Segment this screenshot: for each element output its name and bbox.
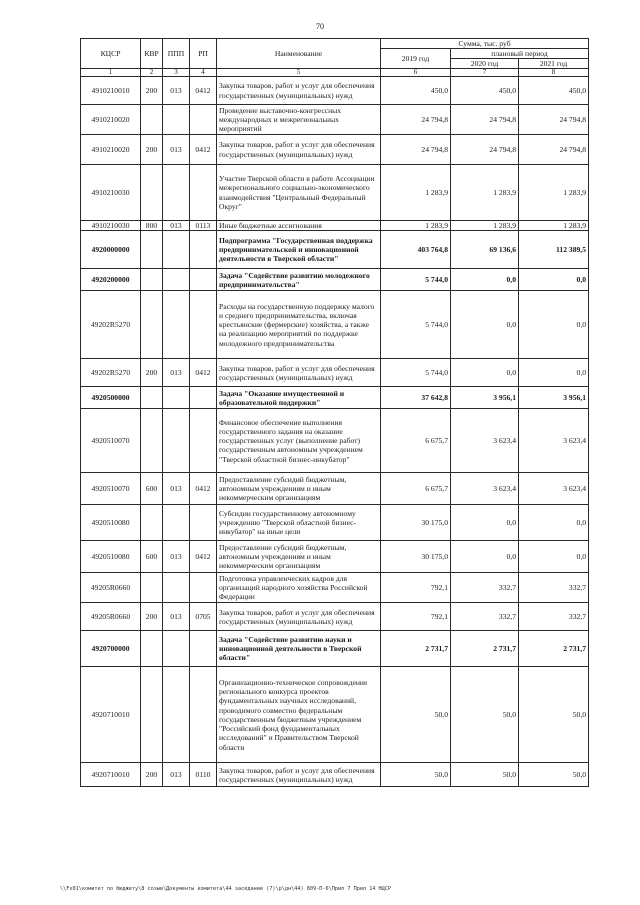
row-kvr: 600 bbox=[141, 541, 163, 573]
row-kvr bbox=[141, 165, 163, 221]
row-value-2019: 1 283,9 bbox=[381, 165, 451, 221]
row-rp bbox=[190, 165, 217, 221]
row-ppp bbox=[163, 105, 190, 135]
row-name: Проведение выставочно-конгрессных международных и межрегиональных мероприятий bbox=[217, 105, 381, 135]
row-code: 4910210030 bbox=[81, 221, 141, 231]
row-rp: 0412 bbox=[190, 359, 217, 387]
row-kvr bbox=[141, 105, 163, 135]
table-row bbox=[81, 541, 589, 573]
row-kvr: 200 bbox=[141, 763, 163, 787]
row-name: Субсидии государственному автономному учреждению "Тверской областной бизнес-инкубатор" на иные цели bbox=[217, 505, 381, 541]
row-value-2021: 0,0 bbox=[519, 269, 589, 291]
file-path-footer: \\Fs01\комитет по бюджету\8 созыв\Документы комитета\44 заседание (7)\р\дн\44) 809-П-6\Прил 7 Прил 14 НЦСР bbox=[60, 886, 392, 892]
row-value-2019: 6 675,7 bbox=[381, 473, 451, 505]
row-code: 4920000000 bbox=[81, 231, 141, 269]
row-code: 4920710010 bbox=[81, 763, 141, 787]
row-value-2021: 3 956,1 bbox=[519, 387, 589, 409]
row-kvr bbox=[141, 269, 163, 291]
row-name: Задача "Содействие развитию науки и инновационной деятельности в Тверской области" bbox=[217, 631, 381, 667]
page-number: 70 bbox=[316, 22, 324, 31]
row-value-2021: 332,7 bbox=[519, 573, 589, 603]
row-ppp: 013 bbox=[163, 77, 190, 105]
row-code: 4920700000 bbox=[81, 631, 141, 667]
row-value-2020: 3 623,4 bbox=[451, 409, 519, 473]
row-value-2019: 5 744,0 bbox=[381, 291, 451, 359]
table-row bbox=[81, 473, 589, 505]
row-rp: 0110 bbox=[190, 763, 217, 787]
row-kvr bbox=[141, 409, 163, 473]
row-name: Участие Тверской области в работе Ассоциации межрегионального социально-экономического взаимодействия "Центральный Федеральный Округ" bbox=[217, 165, 381, 221]
row-rp: 0412 bbox=[190, 135, 217, 165]
row-kvr bbox=[141, 573, 163, 603]
row-value-2021: 0,0 bbox=[519, 541, 589, 573]
row-value-2020: 50,0 bbox=[451, 763, 519, 787]
row-rp bbox=[190, 387, 217, 409]
row-ppp bbox=[163, 505, 190, 541]
row-kvr: 600 bbox=[141, 473, 163, 505]
row-value-2020: 50,0 bbox=[451, 667, 519, 763]
row-value-2019: 50,0 bbox=[381, 667, 451, 763]
row-ppp: 013 bbox=[163, 603, 190, 631]
row-code: 4920500000 bbox=[81, 387, 141, 409]
table-row bbox=[81, 573, 589, 603]
row-code: 4910210020 bbox=[81, 105, 141, 135]
row-ppp bbox=[163, 409, 190, 473]
row-kvr bbox=[141, 291, 163, 359]
row-rp bbox=[190, 269, 217, 291]
table-row bbox=[81, 387, 589, 409]
row-name: Финансовое обеспечение выполнения государственного задания на оказание государственных услуг (выполнение работ) государственным автономным учреждением "Тверской областной бизнес-инкубатор" bbox=[217, 409, 381, 473]
table-row bbox=[81, 105, 589, 135]
row-code: 4920710010 bbox=[81, 667, 141, 763]
row-ppp: 013 bbox=[163, 763, 190, 787]
row-code: 4920510080 bbox=[81, 505, 141, 541]
row-rp: 0412 bbox=[190, 473, 217, 505]
col-number: 1 bbox=[81, 69, 141, 77]
row-value-2021: 450,0 bbox=[519, 77, 589, 105]
row-value-2020: 2 731,7 bbox=[451, 631, 519, 667]
table-row bbox=[81, 603, 589, 631]
row-value-2021: 24 794,8 bbox=[519, 105, 589, 135]
row-value-2020: 0,0 bbox=[451, 359, 519, 387]
row-name: Закупка товаров, работ и услуг для обеспечения государственных (муниципальных) нужд bbox=[217, 359, 381, 387]
budget-table bbox=[80, 38, 589, 787]
col-number: 5 bbox=[217, 69, 381, 77]
table-row bbox=[81, 409, 589, 473]
row-name: Закупка товаров, работ и услуг для обеспечения государственных (муниципальных) нужд bbox=[217, 77, 381, 105]
row-value-2020: 0,0 bbox=[451, 291, 519, 359]
row-value-2019: 2 731,7 bbox=[381, 631, 451, 667]
row-value-2020: 0,0 bbox=[451, 505, 519, 541]
row-code: 4910210010 bbox=[81, 77, 141, 105]
table-row bbox=[81, 505, 589, 541]
row-value-2019: 24 794,8 bbox=[381, 135, 451, 165]
header-kvr: КВР bbox=[141, 39, 163, 69]
row-kvr: 800 bbox=[141, 221, 163, 231]
row-value-2020: 332,7 bbox=[451, 603, 519, 631]
row-rp: 0412 bbox=[190, 77, 217, 105]
row-kvr: 200 bbox=[141, 359, 163, 387]
col-number: 8 bbox=[519, 69, 589, 77]
col-number: 2 bbox=[141, 69, 163, 77]
row-ppp bbox=[163, 231, 190, 269]
header-ppp: ППП bbox=[163, 39, 190, 69]
row-name: Расходы на государственную поддержку малого и среднего предпринимательства, включая крестьянские (фермерские) хозяйства, а также на реализацию мероприятий по поддержке молодежного предпринимательства bbox=[217, 291, 381, 359]
row-ppp: 013 bbox=[163, 359, 190, 387]
row-ppp: 013 bbox=[163, 473, 190, 505]
row-rp bbox=[190, 631, 217, 667]
row-value-2021: 0,0 bbox=[519, 505, 589, 541]
row-ppp bbox=[163, 667, 190, 763]
row-kvr bbox=[141, 631, 163, 667]
col-number: 3 bbox=[163, 69, 190, 77]
table-row bbox=[81, 231, 589, 269]
row-kvr bbox=[141, 505, 163, 541]
row-value-2021: 0,0 bbox=[519, 291, 589, 359]
row-value-2021: 24 794,8 bbox=[519, 135, 589, 165]
table-body bbox=[81, 77, 589, 787]
table-row bbox=[81, 135, 589, 165]
table-header bbox=[81, 39, 589, 77]
table-row bbox=[81, 77, 589, 105]
row-rp bbox=[190, 409, 217, 473]
row-rp bbox=[190, 291, 217, 359]
row-value-2021: 112 389,5 bbox=[519, 231, 589, 269]
row-ppp: 013 bbox=[163, 221, 190, 231]
table-row bbox=[81, 667, 589, 763]
row-code: 4910210020 bbox=[81, 135, 141, 165]
row-value-2019: 450,0 bbox=[381, 77, 451, 105]
row-value-2021: 332,7 bbox=[519, 603, 589, 631]
row-kvr bbox=[141, 667, 163, 763]
row-value-2020: 1 283,9 bbox=[451, 165, 519, 221]
row-code: 49202R5270 bbox=[81, 359, 141, 387]
row-value-2019: 1 283,9 bbox=[381, 221, 451, 231]
row-name: Закупка товаров, работ и услуг для обеспечения государственных (муниципальных) нужд bbox=[217, 763, 381, 787]
header-plan-period: плановый период bbox=[451, 49, 589, 59]
row-value-2021: 50,0 bbox=[519, 763, 589, 787]
row-ppp bbox=[163, 269, 190, 291]
row-value-2020: 1 283,9 bbox=[451, 221, 519, 231]
row-value-2020: 3 623,4 bbox=[451, 473, 519, 505]
row-name: Подпрограмма "Государственная поддержка предпринимательской и инновационной деятельности в Тверской области" bbox=[217, 231, 381, 269]
row-value-2021: 1 283,9 bbox=[519, 165, 589, 221]
row-value-2020: 450,0 bbox=[451, 77, 519, 105]
row-ppp bbox=[163, 291, 190, 359]
row-ppp bbox=[163, 631, 190, 667]
row-value-2021: 2 731,7 bbox=[519, 631, 589, 667]
row-name: Закупка товаров, работ и услуг для обеспечения государственных (муниципальных) нужд bbox=[217, 603, 381, 631]
row-value-2019: 30 175,0 bbox=[381, 541, 451, 573]
row-value-2020: 0,0 bbox=[451, 541, 519, 573]
row-value-2019: 792,1 bbox=[381, 573, 451, 603]
row-code: 4920510070 bbox=[81, 473, 141, 505]
row-code: 4920510070 bbox=[81, 409, 141, 473]
header-kcsr: КЦСР bbox=[81, 39, 141, 69]
row-code: 4920510080 bbox=[81, 541, 141, 573]
table-row bbox=[81, 763, 589, 787]
header-name: Наименование bbox=[217, 39, 381, 69]
row-value-2019: 50,0 bbox=[381, 763, 451, 787]
row-ppp bbox=[163, 165, 190, 221]
row-name: Подготовка управленческих кадров для организаций народного хозяйства Российской Федерации bbox=[217, 573, 381, 603]
row-rp bbox=[190, 667, 217, 763]
header-2019: 2019 год bbox=[381, 49, 451, 69]
row-name: Предоставление субсидий бюджетным, автономным учреждениям и иным некоммерческим организациям bbox=[217, 473, 381, 505]
col-number: 4 bbox=[190, 69, 217, 77]
row-name: Закупка товаров, работ и услуг для обеспечения государственных (муниципальных) нужд bbox=[217, 135, 381, 165]
row-value-2019: 5 744,0 bbox=[381, 269, 451, 291]
row-rp bbox=[190, 105, 217, 135]
row-code: 4920200000 bbox=[81, 269, 141, 291]
table-row bbox=[81, 631, 589, 667]
row-name: Задача "Содействие развитию молодежного предпринимательства" bbox=[217, 269, 381, 291]
row-kvr: 200 bbox=[141, 603, 163, 631]
row-rp bbox=[190, 231, 217, 269]
row-kvr: 200 bbox=[141, 135, 163, 165]
header-2021: 2021 год bbox=[519, 59, 589, 69]
table-row bbox=[81, 221, 589, 231]
row-value-2019: 5 744,0 bbox=[381, 359, 451, 387]
row-value-2020: 69 136,6 bbox=[451, 231, 519, 269]
row-value-2019: 37 642,8 bbox=[381, 387, 451, 409]
row-name: Задача "Оказание имущественной и образовательной поддержки" bbox=[217, 387, 381, 409]
column-number-row bbox=[81, 69, 589, 77]
row-value-2019: 6 675,7 bbox=[381, 409, 451, 473]
row-value-2020: 332,7 bbox=[451, 573, 519, 603]
header-2020: 2020 год bbox=[451, 59, 519, 69]
row-value-2021: 0,0 bbox=[519, 359, 589, 387]
row-value-2019: 403 764,8 bbox=[381, 231, 451, 269]
row-rp: 0113 bbox=[190, 221, 217, 231]
row-code: 49205R0660 bbox=[81, 573, 141, 603]
col-number: 6 bbox=[381, 69, 451, 77]
row-value-2019: 30 175,0 bbox=[381, 505, 451, 541]
row-value-2020: 3 956,1 bbox=[451, 387, 519, 409]
row-value-2020: 0,0 bbox=[451, 269, 519, 291]
col-number: 7 bbox=[451, 69, 519, 77]
row-rp: 0412 bbox=[190, 541, 217, 573]
header-rp: РП bbox=[190, 39, 217, 69]
table-row bbox=[81, 359, 589, 387]
row-value-2021: 50,0 bbox=[519, 667, 589, 763]
table-row bbox=[81, 291, 589, 359]
header-sum: Сумма, тыс. руб bbox=[381, 39, 589, 49]
row-ppp: 013 bbox=[163, 541, 190, 573]
row-rp bbox=[190, 505, 217, 541]
row-value-2020: 24 794,8 bbox=[451, 105, 519, 135]
row-code: 49205R0660 bbox=[81, 603, 141, 631]
table-row bbox=[81, 269, 589, 291]
table-row bbox=[81, 165, 589, 221]
row-name: Организационно-техническое сопровождение регионального конкурса проектов фундаментальных научных исследований, проводимого совместно федеральным государственным бюджетным учреждением "Российский фонд фундаментальных исследований" и Правительством Тверской области bbox=[217, 667, 381, 763]
row-ppp: 013 bbox=[163, 135, 190, 165]
row-value-2020: 24 794,8 bbox=[451, 135, 519, 165]
row-code: 49202R5270 bbox=[81, 291, 141, 359]
row-name: Предоставление субсидий бюджетным, автономным учреждениям и иным некоммерческим организациям bbox=[217, 541, 381, 573]
row-ppp bbox=[163, 573, 190, 603]
row-value-2019: 792,1 bbox=[381, 603, 451, 631]
row-kvr bbox=[141, 231, 163, 269]
row-rp: 0705 bbox=[190, 603, 217, 631]
row-value-2021: 3 623,4 bbox=[519, 409, 589, 473]
row-code: 4910210030 bbox=[81, 165, 141, 221]
row-value-2021: 1 283,9 bbox=[519, 221, 589, 231]
row-kvr bbox=[141, 387, 163, 409]
row-ppp bbox=[163, 387, 190, 409]
row-kvr: 200 bbox=[141, 77, 163, 105]
row-value-2019: 24 794,8 bbox=[381, 105, 451, 135]
row-name: Иные бюджетные ассигнования bbox=[217, 221, 381, 231]
row-value-2021: 3 623,4 bbox=[519, 473, 589, 505]
row-rp bbox=[190, 573, 217, 603]
